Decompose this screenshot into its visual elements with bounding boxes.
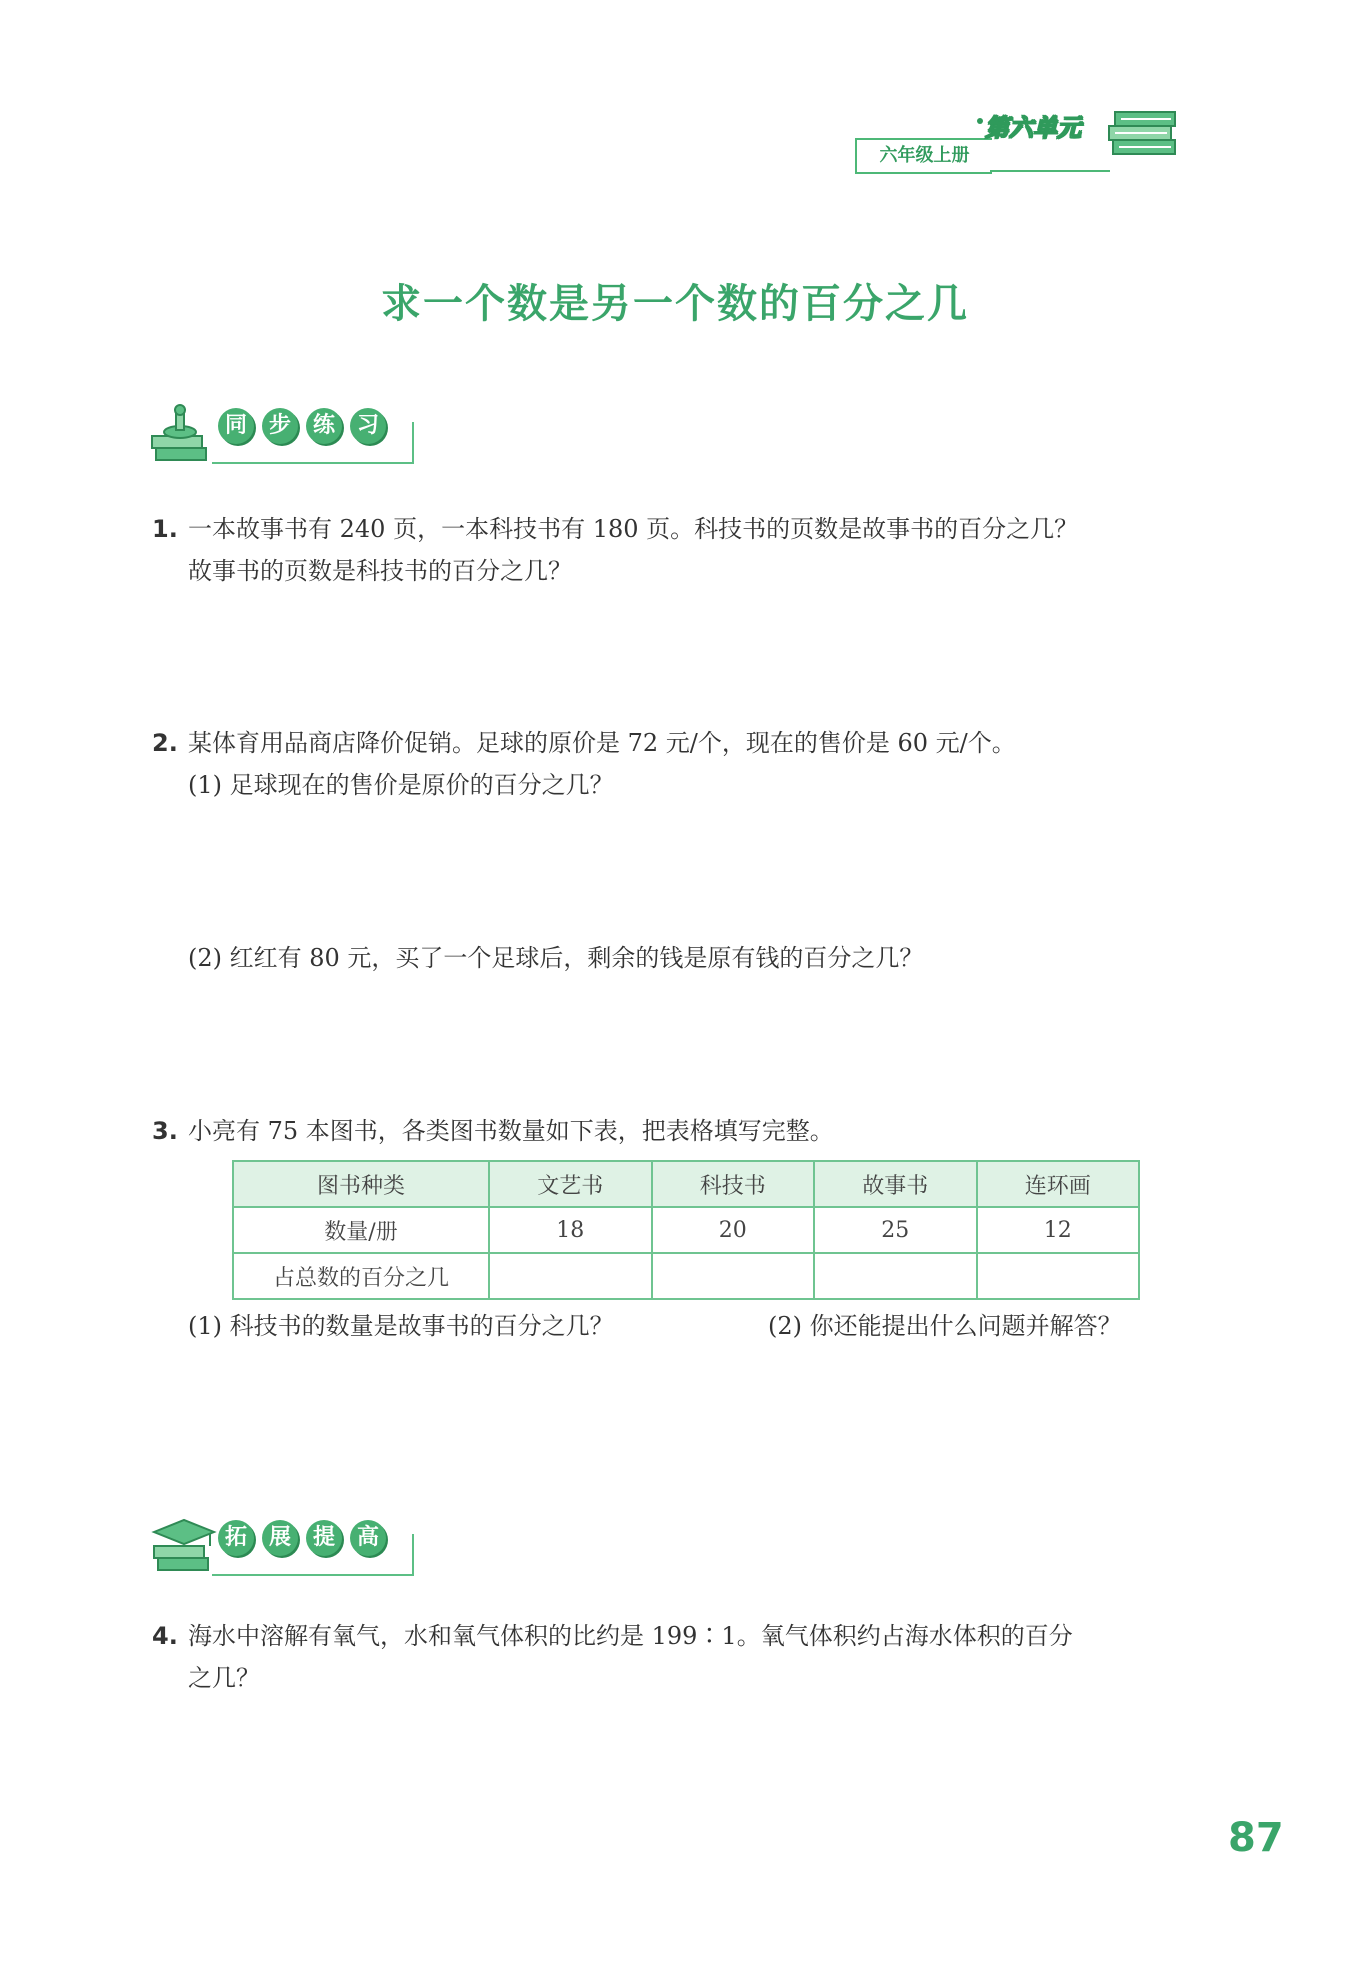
header-underline — [990, 170, 1110, 172]
unit-header — [855, 100, 1185, 180]
page-title: 求一个数是另一个数的百分之几 — [381, 281, 969, 327]
sub-question: (1) 足球现在的售价是原价的百分之几？ — [188, 771, 614, 799]
section-char: 步 — [262, 408, 298, 444]
table-cell: 占总数的百分之几 — [233, 1253, 489, 1299]
section-char: 展 — [262, 1520, 298, 1556]
unit-label: 第六单元 — [985, 114, 1081, 142]
problem-text: 故事书的页数是科技书的百分之几？ — [188, 557, 572, 585]
books-with-trophy-icon — [150, 400, 220, 470]
section-practice-header — [150, 400, 440, 470]
stacked-books-icon — [1105, 100, 1185, 170]
answer-cell[interactable] — [652, 1253, 815, 1299]
problem-1 — [152, 508, 1078, 592]
header-dot — [977, 118, 983, 124]
book-table — [232, 1160, 1140, 1300]
sub-question: (2) 你还能提出什么问题并解答？ — [768, 1312, 1122, 1340]
problem-2 — [152, 722, 1016, 806]
section-char: 同 — [218, 408, 254, 444]
problem-text: 海水中溶解有氧气，水和氧气体积的比约是 199∶1。氧气体积约占海水体积的百分 — [188, 1622, 1073, 1650]
table-cell: 文艺书 — [489, 1161, 652, 1207]
problem-text: 一本故事书有 240 页，一本科技书有 180 页。科技书的页数是故事书的百分之几？ — [188, 515, 1079, 543]
table-cell: 故事书 — [814, 1161, 977, 1207]
answer-cell[interactable] — [489, 1253, 652, 1299]
section-char: 提 — [306, 1520, 342, 1556]
problem-number: 2. — [152, 729, 178, 757]
table-row — [233, 1207, 1139, 1253]
table-cell: 科技书 — [652, 1161, 815, 1207]
problem-text: 小亮有 75 本图书，各类图书数量如下表，把表格填写完整。 — [188, 1117, 834, 1145]
problem-number: 4. — [152, 1622, 178, 1650]
table-row — [233, 1253, 1139, 1299]
graduation-cap-books-icon — [150, 1512, 220, 1582]
problem-number: 1. — [152, 515, 178, 543]
section-title — [218, 408, 386, 444]
table-cell: 图书种类 — [233, 1161, 489, 1207]
page-number: 87 — [1228, 1815, 1284, 1861]
table-cell: 25 — [814, 1207, 977, 1253]
answer-cell[interactable] — [814, 1253, 977, 1299]
section-char: 练 — [306, 408, 342, 444]
problem-4 — [152, 1615, 1073, 1699]
table-header-row — [233, 1161, 1139, 1207]
section-title — [218, 1520, 386, 1556]
table-cell: 数量/册 — [233, 1207, 489, 1253]
answer-cell[interactable] — [977, 1253, 1140, 1299]
problem-text: 某体育用品商店降价促销。足球的原价是 72 元/个，现在的售价是 60 元/个。 — [188, 729, 1016, 757]
section-extension-header — [150, 1512, 440, 1582]
section-char: 拓 — [218, 1520, 254, 1556]
table-cell: 20 — [652, 1207, 815, 1253]
problem-3 — [152, 1110, 834, 1152]
table-cell: 12 — [977, 1207, 1140, 1253]
problem-number: 3. — [152, 1117, 178, 1145]
section-char: 习 — [350, 408, 386, 444]
table-cell: 连环画 — [977, 1161, 1140, 1207]
problem-text: 之几？ — [188, 1664, 260, 1692]
sub-question: (1) 科技书的数量是故事书的百分之几？ — [188, 1312, 614, 1340]
table-cell: 18 — [489, 1207, 652, 1253]
grade-label: 六年级上册 — [855, 138, 992, 174]
sub-question: (2) 红红有 80 元，买了一个足球后，剩余的钱是原有钱的百分之几？ — [188, 944, 924, 972]
section-char: 高 — [350, 1520, 386, 1556]
